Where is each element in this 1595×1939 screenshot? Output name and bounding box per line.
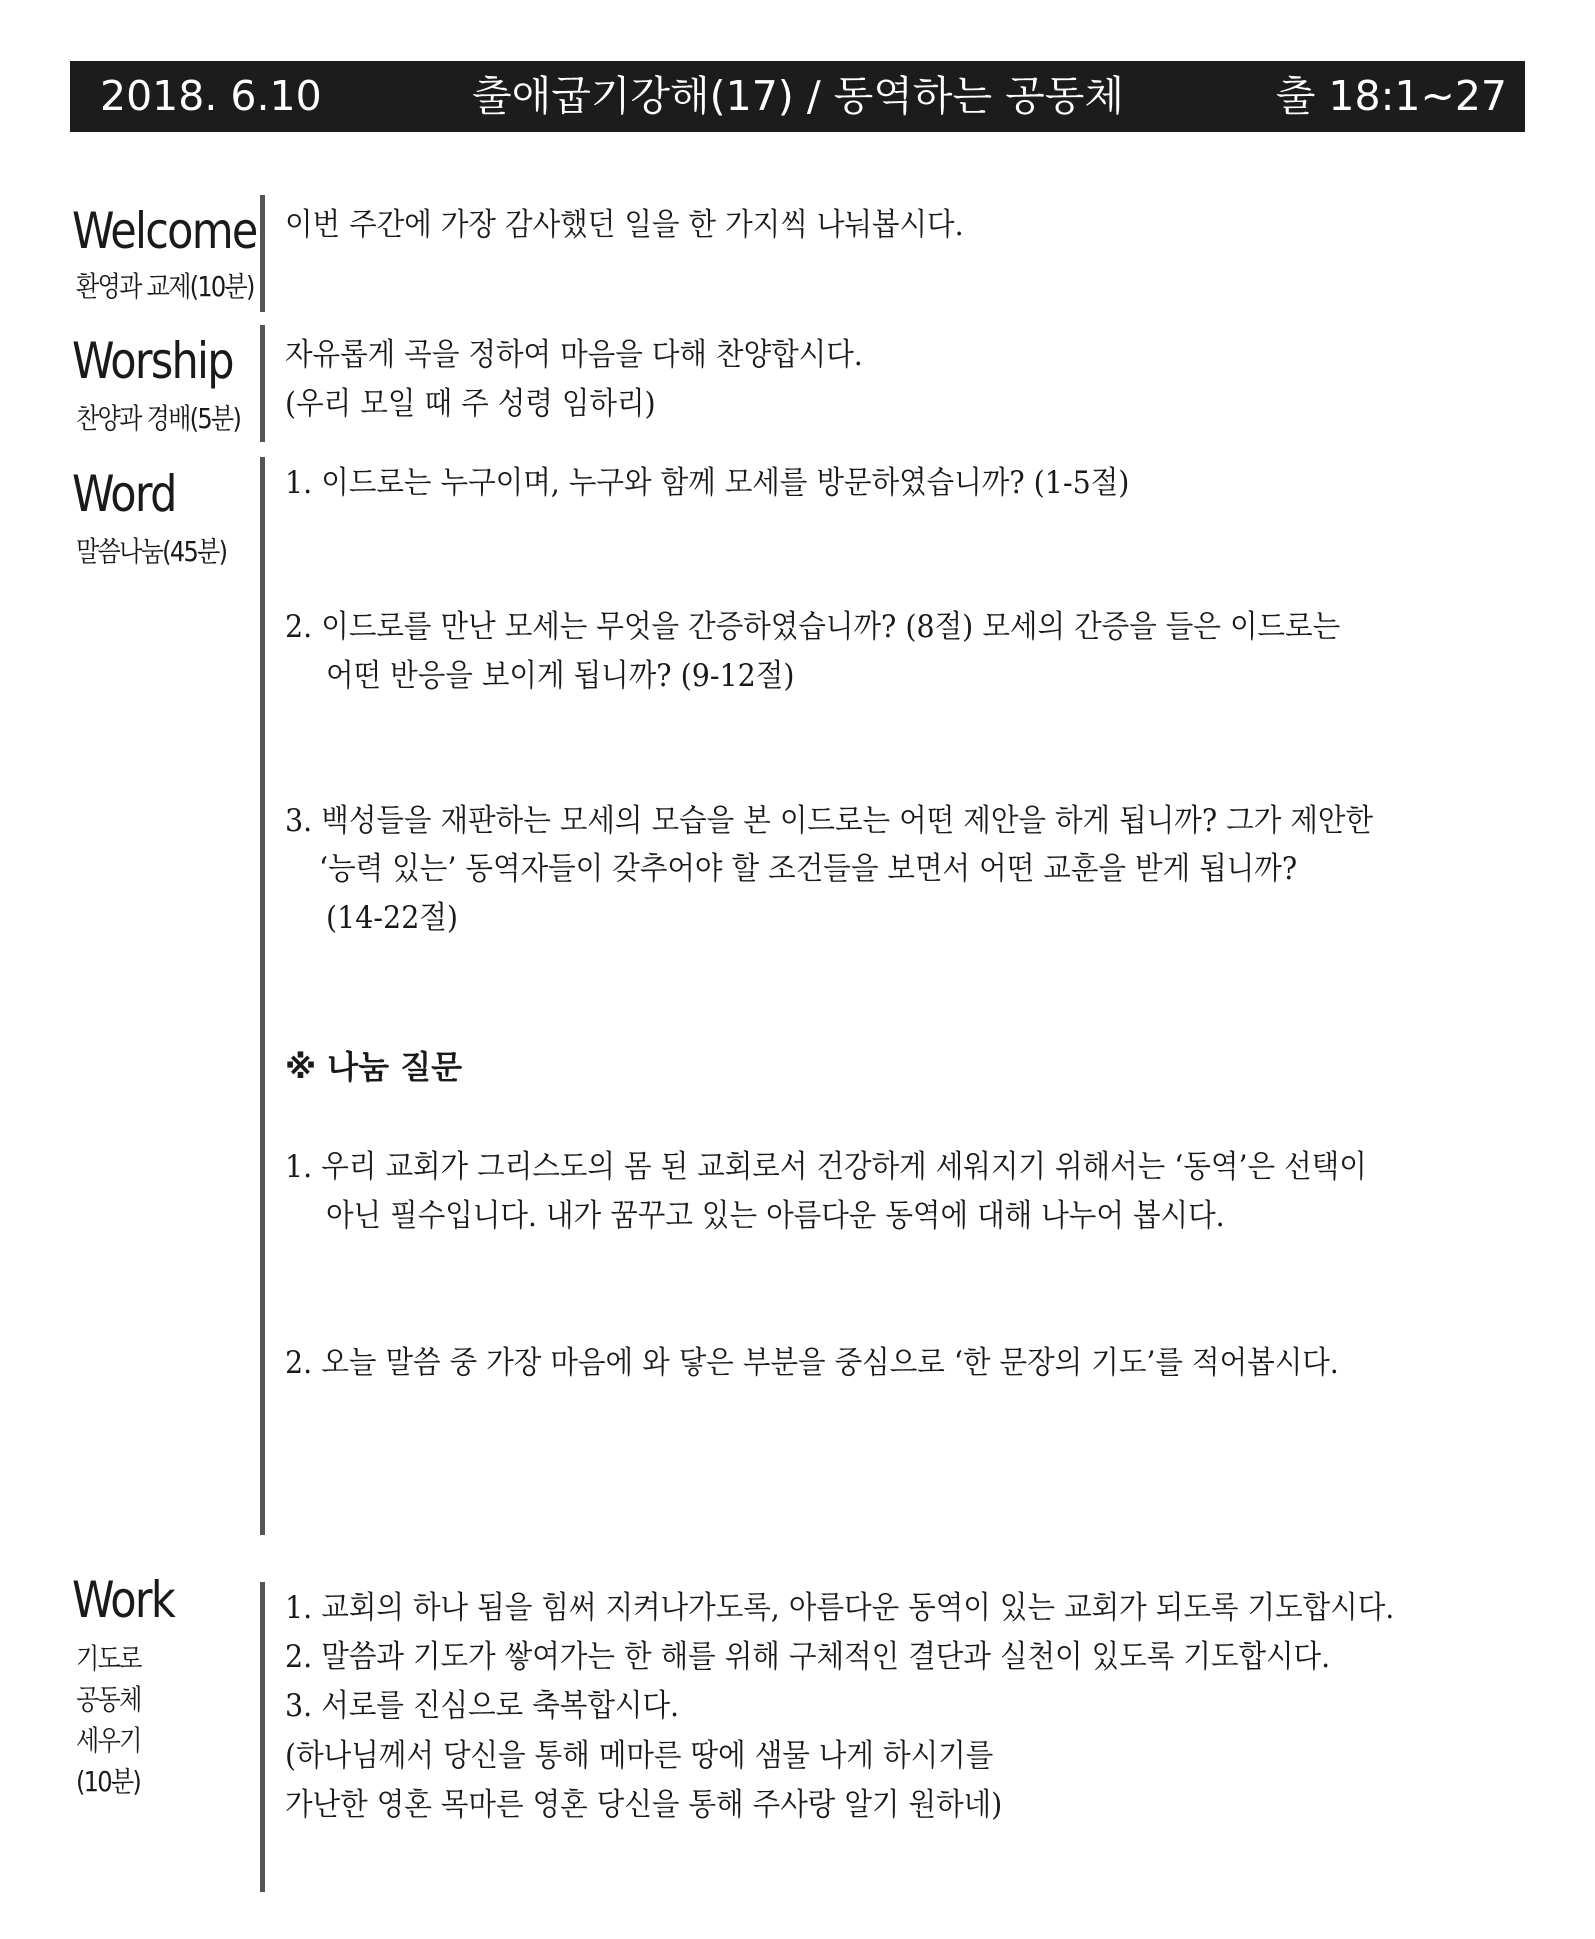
word-question-2-line-1: 2. 이드로를 만난 모세는 무엇을 간증하였습니까? (8절) 모세의 간증을 들은 이드로는 — [285, 609, 1341, 645]
work-sublabel-line-3: 세우기 — [76, 1724, 141, 1757]
work-divider — [260, 1582, 265, 1892]
worship-line-2: (우리 모일 때 주 성령 임하리) — [285, 386, 656, 422]
word-question-2-line-2: 어떤 반응을 보이게 됩니까? (9-12절) — [326, 658, 795, 694]
work-line-1: 1. 교회의 하나 됨을 힘써 지켜나가도록, 아름다운 동역이 있는 교회가 되도록 기도합시다. — [285, 1590, 1395, 1626]
sharing-question-1-line-2: 아닌 필수입니다. 내가 꿈꾸고 있는 아름다운 동역에 대해 나누어 봅시다. — [326, 1198, 1225, 1234]
sharing-questions-title: ※ 나눔 질문 — [285, 1048, 463, 1086]
header-title: 출애굽기강해(17) / 동역하는 공동체 — [472, 72, 1124, 120]
word-question-3-line-3: (14-22절) — [326, 900, 459, 936]
sharing-question-1-line-1: 1. 우리 교회가 그리스도의 몸 된 교회로서 건강하게 세워지기 위해서는 ‘동역’은 선택이 — [285, 1149, 1367, 1185]
word-label: Word — [72, 465, 176, 523]
word-question-3-line-2: ‘능력 있는’ 동역자들이 갖추어야 할 조건들을 보면서 어떤 교훈을 받게 됩니까? — [319, 851, 1298, 887]
header-date: 2018. 6.10 — [100, 72, 322, 120]
worship-divider — [260, 325, 265, 442]
word-question-1: 1. 이드로는 누구이며, 누구와 함께 모세를 방문하였습니까? (1-5절) — [285, 465, 1130, 501]
work-line-3: 3. 서로를 진심으로 축복합시다. — [285, 1688, 680, 1724]
sharing-question-2: 2. 오늘 말씀 중 가장 마음에 와 닿은 부분을 중심으로 ‘한 문장의 기도’를 적어봅시다. — [285, 1345, 1339, 1381]
welcome-text: 이번 주간에 가장 감사했던 일을 한 가지씩 나눠봅시다. — [285, 207, 964, 243]
worship-sublabel: 찬양과 경배(5분) — [76, 402, 241, 435]
word-divider — [260, 457, 265, 1535]
work-label: Work — [72, 1571, 175, 1629]
header-reference: 출 18:1~27 — [1275, 72, 1507, 120]
worship-line-1: 자유롭게 곡을 정하여 마음을 다해 찬양합시다. — [285, 337, 863, 373]
work-sublabel-line-4: (10분) — [76, 1765, 141, 1798]
welcome-label: Welcome — [72, 202, 257, 260]
work-sublabel-line-1: 기도로 — [76, 1642, 141, 1675]
work-line-4: (하나님께서 당신을 통해 메마른 땅에 샘물 나게 하시기를 — [285, 1738, 994, 1774]
word-question-3-line-1: 3. 백성들을 재판하는 모세의 모습을 본 이드로는 어떤 제안을 하게 됩니까? 그가 제안한 — [285, 803, 1374, 839]
welcome-sublabel: 환영과 교제(10분) — [76, 270, 254, 303]
word-sublabel: 말씀나눔(45분) — [76, 535, 227, 568]
welcome-divider — [260, 195, 265, 312]
header-bar — [70, 61, 1525, 132]
work-line-2: 2. 말씀과 기도가 쌓여가는 한 해를 위해 구체적인 결단과 실천이 있도록 기도합시다. — [285, 1639, 1331, 1675]
work-sublabel-line-2: 공동체 — [76, 1683, 141, 1716]
work-line-5: 가난한 영혼 목마른 영혼 당신을 통해 주사랑 알기 원하네) — [285, 1787, 1003, 1823]
worship-label: Worship — [72, 332, 233, 390]
